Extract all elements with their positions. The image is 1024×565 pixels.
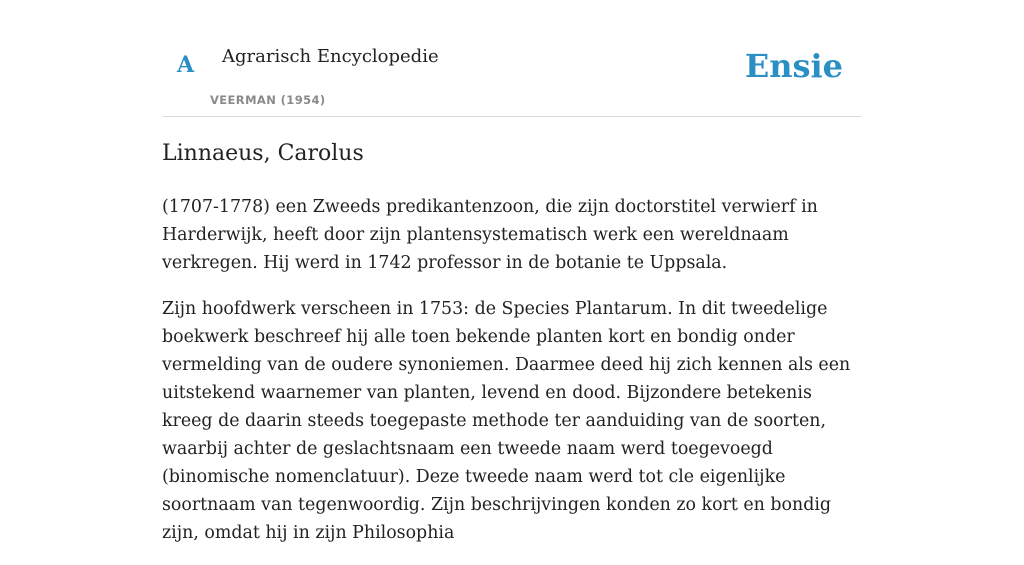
site-header xyxy=(162,0,862,117)
publication-title[interactable]: Agrarisch Encyclopedie xyxy=(222,46,439,67)
article-body xyxy=(162,140,862,565)
publication-logo[interactable]: A xyxy=(177,52,195,78)
ensie-logo-link[interactable]: Ensie xyxy=(744,47,843,85)
article-paragraph: (1707-1778) een Zweeds predikantenzoon, die zijn doctorstitel verwierf in Harderwijk, heeft door zijn plantensystematisch werk een wereldnaam verkregen. Hij werd in 1742 professor in de botanie te Uppsala. xyxy=(162,196,818,273)
publication-subtitle: VEERMAN (1954) xyxy=(210,93,326,107)
article-title: Linnaeus, Carolus xyxy=(162,141,364,166)
article-paragraph: Zijn hoofdwerk verscheen in 1753: de Species Plantarum. In dit tweedelige boekwerk beschreef hij alle toen bekende planten kort en bondig onder vermelding van de oudere synoniemen. Daarmee deed hij zich kennen als een uitstekend waarnemer van planten, levend en dood. Bijzondere betekenis kreeg de daarin steeds toegepaste methode ter aanduiding van de soorten, waarbij achter de geslachtsnaam een tweede naam werd toegevoegd (binomische nomenclatuur). Deze tweede naam werd tot cle eigenlijke soortnaam van tegenwoordig. Zijn beschrijvingen konden zo kort en bondig zijn, omdat hij in zijn Philosophia xyxy=(162,298,851,543)
